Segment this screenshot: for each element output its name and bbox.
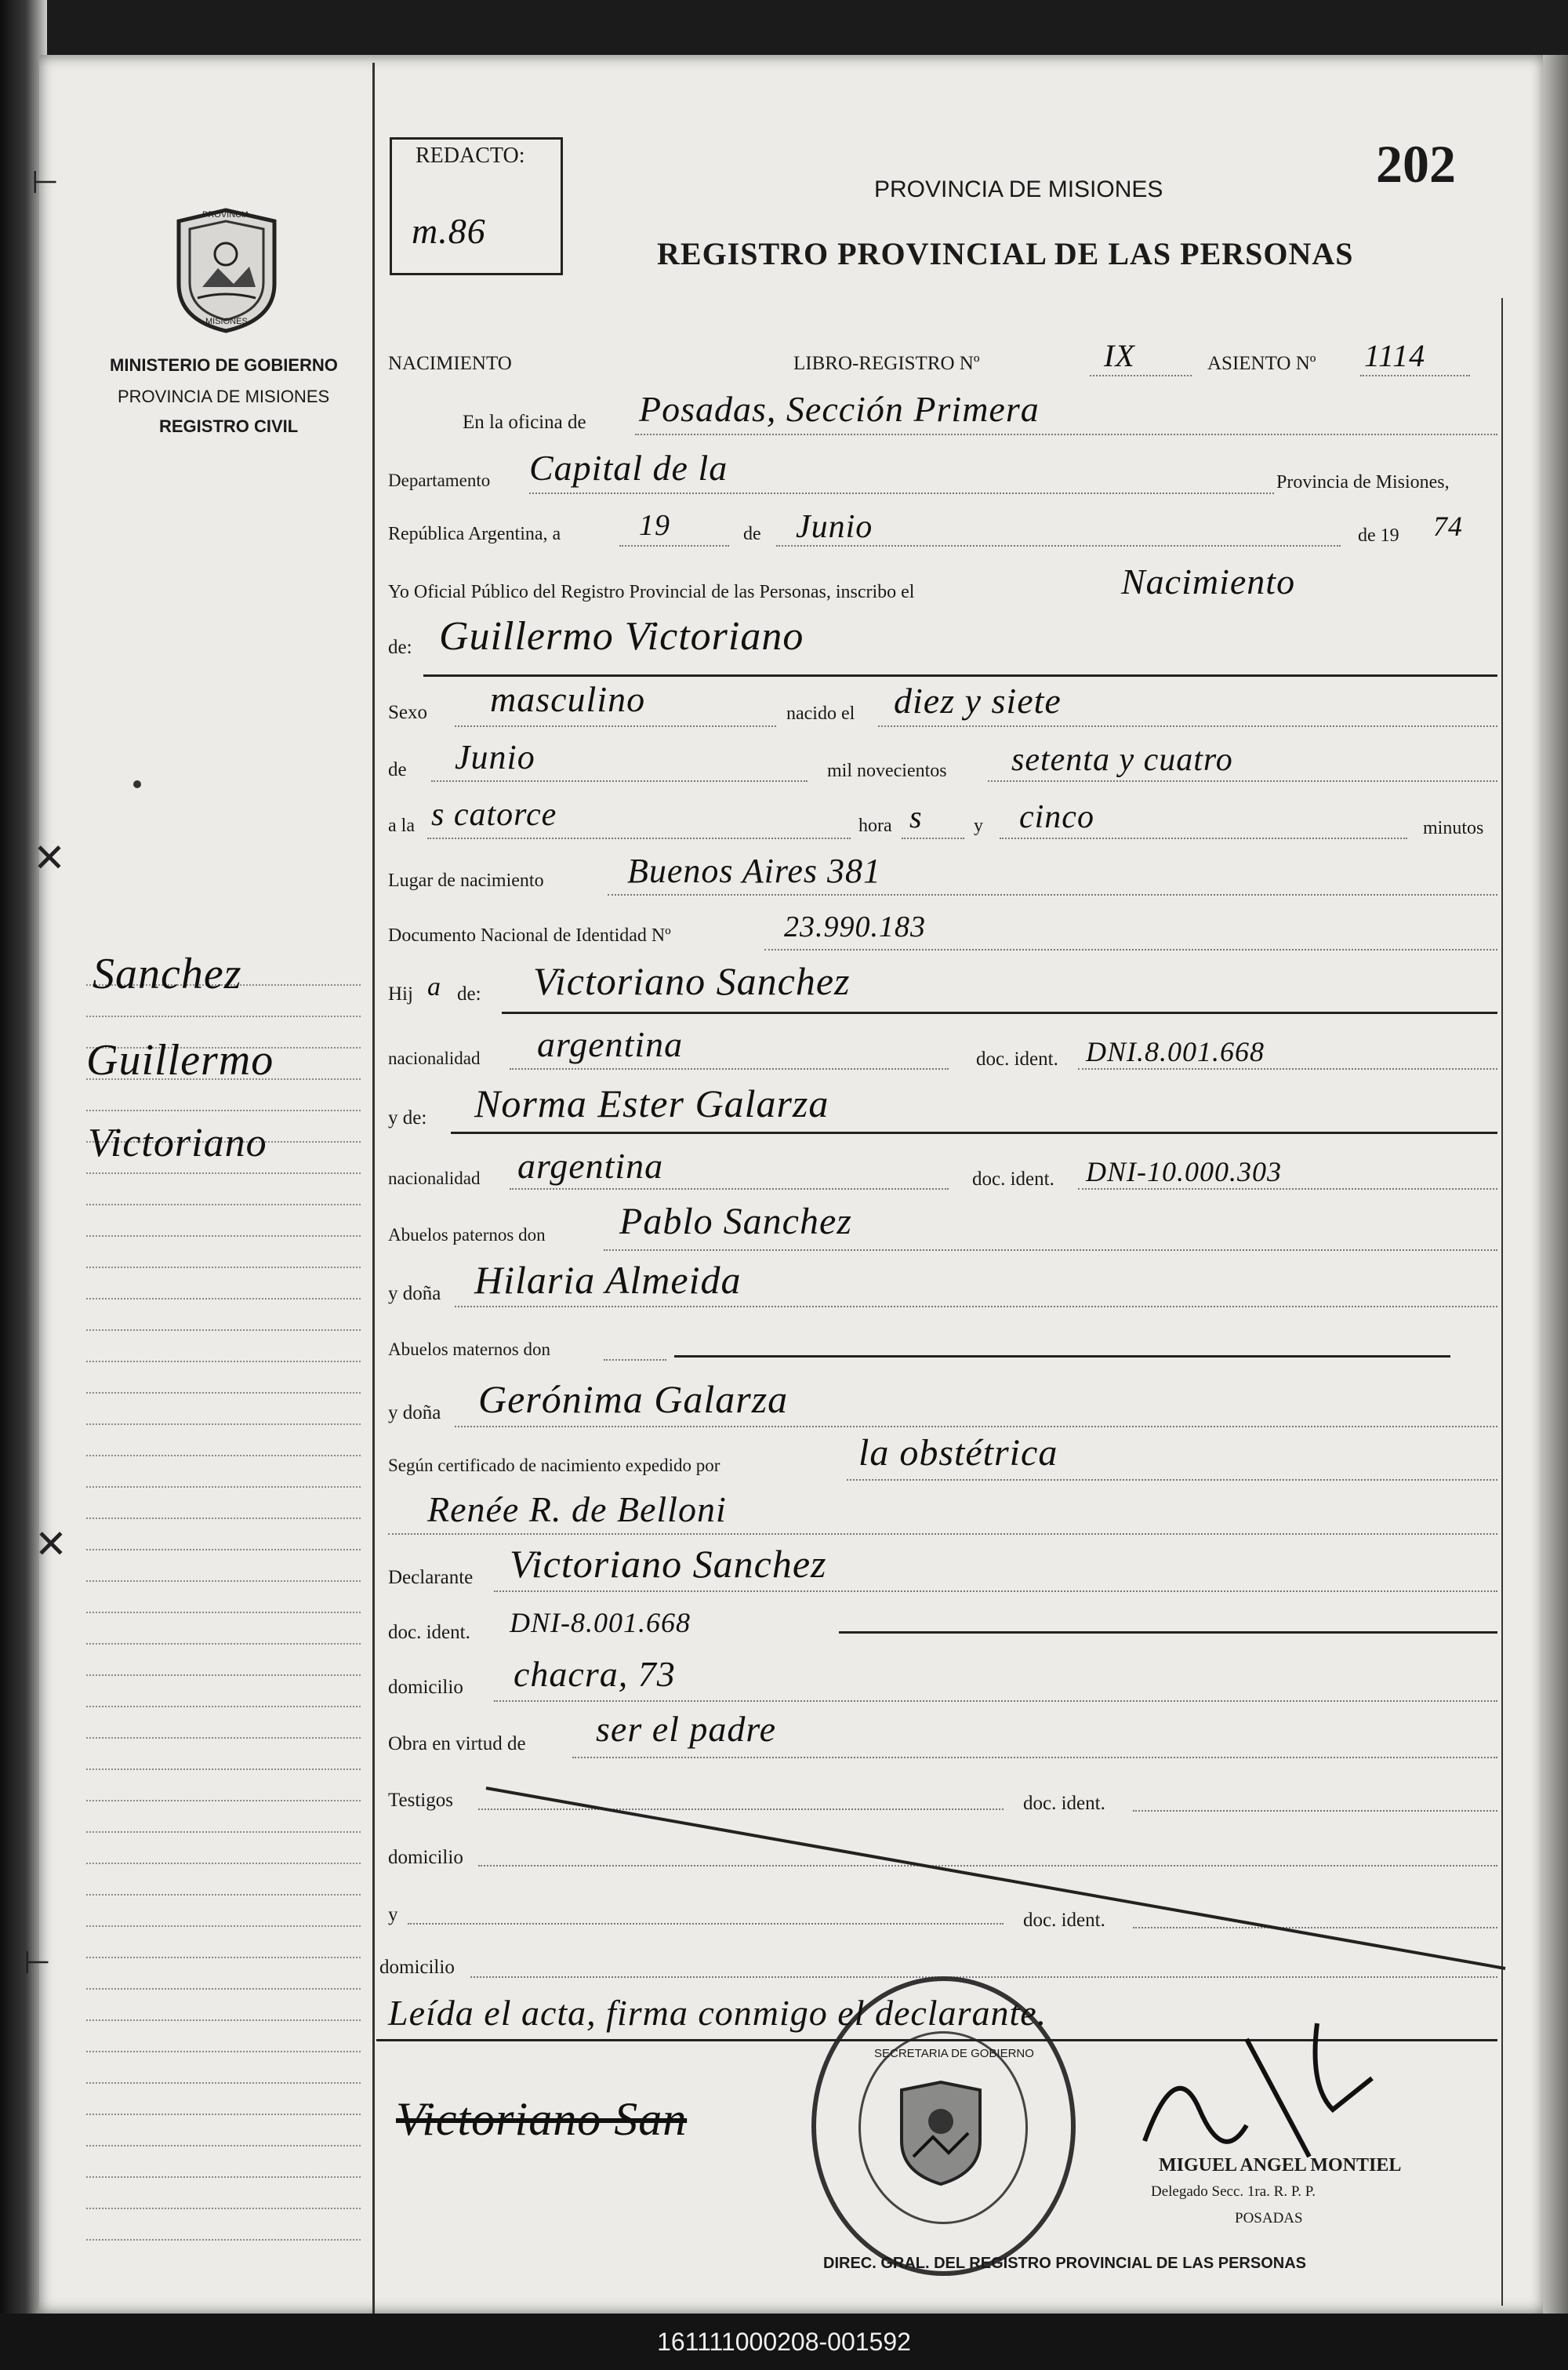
republica-label: República Argentina, a [388, 524, 561, 544]
minutos-label: minutos [1423, 818, 1484, 838]
declarante-value: Victoriano Sanchez [510, 1542, 827, 1586]
domicilio-rule [494, 1700, 1497, 1702]
margin-rule [86, 1329, 361, 1331]
nac1-value: argentina [537, 1024, 684, 1064]
yd1-value: Hilaria Almeida [474, 1258, 742, 1302]
doc4-label: doc. ident. [1023, 1910, 1105, 1931]
yd2-value: Gerónima Galarza [478, 1377, 789, 1421]
margin-rule [86, 1768, 361, 1770]
docid-label: doc. ident. [388, 1622, 470, 1643]
nac2-label: nacionalidad [388, 1169, 481, 1188]
nac2-rule [510, 1188, 949, 1190]
ap-value: Pablo Sanchez [619, 1201, 852, 1242]
provincia-label: Provincia de Misiones, [1276, 472, 1450, 493]
margin-divider [372, 63, 375, 2314]
margin-rule [86, 1863, 361, 1864]
am-label: Abuelos maternos don [388, 1339, 550, 1359]
margin-first-name: Guillermo [86, 1036, 274, 1085]
margin-rule [86, 1925, 361, 1927]
asiento-rule [1360, 375, 1470, 376]
margin-rule [86, 1392, 361, 1394]
month-rule [776, 545, 1341, 547]
mother-value: Norma Ester Galarza [474, 1081, 829, 1125]
doc3-label: doc. ident. [1023, 1793, 1105, 1814]
min-rule [1000, 838, 1407, 839]
margin-second-name: Victoriano [88, 1121, 267, 1165]
redacto-value: m.86 [412, 211, 486, 251]
birth-month-rule [431, 780, 808, 782]
nac2-value: argentina [517, 1146, 664, 1186]
margin-rule [86, 1298, 361, 1300]
margin-rule [86, 1110, 361, 1111]
hijo-suffix: a [427, 972, 441, 1001]
margin-rule [86, 1423, 361, 1425]
declarante-rule [494, 1590, 1497, 1592]
margin-rule [86, 2176, 361, 2178]
ap-label: Abuelos paternos don [388, 1225, 546, 1245]
departamento-rule [529, 493, 1274, 494]
lugar-value: Buenos Aires 381 [627, 852, 881, 890]
oficina-rule [635, 434, 1497, 435]
hijo-label: Hij [388, 983, 413, 1005]
asiento-label: ASIENTO Nº [1207, 353, 1316, 374]
margin-rule [86, 1737, 361, 1739]
doc1-rule [1078, 1068, 1497, 1070]
dni-value: 23.990.183 [784, 911, 926, 943]
provincial-coat-of-arms-icon [171, 205, 282, 334]
margin-rule [86, 1957, 361, 1958]
margin-rule [86, 1580, 361, 1582]
image-id: 161111000208-001592 [657, 2328, 911, 2356]
province-heading: PROVINCIA DE MISIONES [874, 176, 1163, 202]
dni-label: Documento Nacional de Identidad Nº [388, 925, 671, 946]
margin-rule [86, 1204, 361, 1205]
y2-label: y [388, 1904, 398, 1925]
leida-text: Leída el acta, firma conmigo el declarante. [388, 1993, 1047, 2033]
horas-suffix: s [909, 799, 923, 834]
obra-value: ser el padre [596, 1709, 777, 1749]
nacido-value: diez y siete [894, 681, 1062, 721]
doc2-rule [1078, 1188, 1497, 1190]
lugar-label: Lugar de nacimiento [388, 871, 544, 891]
day-value: 19 [639, 509, 670, 542]
official-title: Delegado Secc. 1ra. R. P. P. [1151, 2183, 1316, 2200]
seal-inner-text: SECRETARIA DE GOBIERNO [874, 2047, 1034, 2060]
binding-hole-icon: ✕ [34, 1521, 67, 1567]
margin-rule [86, 1486, 361, 1488]
ministry-line2: PROVINCIA DE MISIONES [118, 387, 330, 406]
margin-rule [86, 1235, 361, 1237]
de-label: de [743, 524, 761, 544]
segun2-rule [388, 1533, 1497, 1535]
sexo-label: Sexo [388, 702, 427, 723]
name-rule [423, 674, 1497, 677]
segun-label: Según certificado de nacimiento expedido por [388, 1456, 720, 1475]
libro-label: LIBRO-REGISTRO Nº [793, 353, 980, 374]
oficial-value: Nacimiento [1121, 562, 1296, 602]
sexo-rule [455, 725, 776, 727]
de2-label: de [388, 759, 407, 780]
official-place: POSADAS [1235, 2210, 1303, 2226]
witness-strike-line [470, 1780, 1513, 1992]
margin-rule [86, 2019, 361, 2021]
month-value: Junio [796, 509, 873, 545]
dni-rule [764, 949, 1497, 951]
margin-rule [86, 1016, 361, 1017]
libro-value: IX [1104, 338, 1135, 373]
redacto-label: REDACTO: [416, 144, 525, 168]
oficial-text: Yo Oficial Público del Registro Provincial de las Personas, inscribo el [388, 582, 915, 602]
docid-value: DNI-8.001.668 [510, 1607, 691, 1638]
yd2-rule [455, 1426, 1497, 1427]
ala-rule [427, 838, 851, 839]
ink-dot [133, 780, 141, 788]
margin-rule [86, 1267, 361, 1268]
nac1-rule [510, 1068, 949, 1070]
registry-heading: REGISTRO PROVINCIAL DE LAS PERSONAS [657, 236, 1354, 271]
nac1-label: nacionalidad [388, 1049, 481, 1068]
binding-hole-icon: ⊢ [24, 1945, 51, 1981]
hijo-de-label: de: [457, 983, 481, 1005]
declarant-signature: Victoriano San [396, 2093, 688, 2145]
libro-rule [1090, 375, 1192, 376]
margin-surname: Sanchez [93, 950, 242, 998]
am-rule-dotted [604, 1359, 666, 1361]
margin-rule [86, 1518, 361, 1519]
y-label: y [974, 816, 983, 836]
margin-rule [86, 1612, 361, 1613]
horas-rule [902, 838, 964, 839]
yd1-label: y doña [388, 1283, 441, 1304]
nacido-rule [878, 725, 1497, 727]
right-border [1501, 298, 1503, 2306]
ala-label: a la [388, 816, 415, 836]
doc1-value: DNI.8.001.668 [1086, 1036, 1265, 1067]
oficina-label: En la oficina de [463, 412, 586, 433]
binding-hole-icon: ⊢ [31, 165, 59, 201]
lugar-rule [608, 894, 1497, 896]
asiento-value: 1114 [1364, 338, 1426, 373]
seal-emblem-icon [894, 2078, 988, 2188]
docid-rule [839, 1631, 1497, 1634]
declarante-label: Declarante [388, 1567, 474, 1588]
oficina-value: Posadas, Sección Primera [639, 389, 1040, 429]
margin-rule [86, 1894, 361, 1896]
doc2-label: doc. ident. [972, 1169, 1054, 1190]
segun-rule [847, 1479, 1497, 1481]
margin-rule [86, 2051, 361, 2052]
segun-value: la obstétrica [858, 1432, 1058, 1474]
min-value: cinco [1019, 799, 1094, 835]
margin-rule [86, 1800, 361, 1801]
dom2-label: domicilio [388, 1847, 463, 1868]
emblem-bottom-text: MISIONES [205, 317, 248, 326]
am-rule-crossed [674, 1355, 1450, 1358]
margin-rule [86, 2082, 361, 2084]
record-type: NACIMIENTO [388, 353, 512, 374]
mil-label: mil novecientos [827, 761, 947, 781]
margin-rule [86, 1643, 361, 1645]
margin-rule [86, 1706, 361, 1707]
domicilio-value: chacra, 73 [514, 1654, 676, 1694]
margin-rule [86, 1831, 361, 1833]
mother-rule [451, 1132, 1497, 1134]
ala-value: s catorce [431, 797, 557, 833]
year-value: 74 [1433, 511, 1463, 542]
page-stack-edge [1543, 55, 1568, 2314]
margin-rule [86, 2114, 361, 2115]
margin-rule [86, 2239, 361, 2241]
sexo-value: masculino [490, 679, 646, 719]
departamento-label: Departamento [388, 471, 491, 490]
ministry-line3: REGISTRO CIVIL [159, 416, 299, 436]
de-name-label: de: [388, 637, 412, 658]
domicilio-label: domicilio [388, 1677, 463, 1698]
mil-value: setenta y cuatro [1011, 742, 1233, 778]
doc1-label: doc. ident. [976, 1049, 1058, 1070]
yd2-label: y doña [388, 1402, 441, 1423]
departamento-value: Capital de la [529, 448, 728, 488]
page-number: 202 [1376, 134, 1456, 194]
father-value: Victoriano Sanchez [533, 959, 851, 1003]
segun-value2: Renée R. de Belloni [427, 1489, 727, 1529]
margin-rule [86, 1455, 361, 1456]
de-name-value: Guillermo Victoriano [439, 614, 804, 659]
official-name: MIGUEL ANGEL MONTIEL [1159, 2155, 1402, 2176]
margin-rule [86, 1361, 361, 1362]
mil-rule [988, 780, 1497, 782]
nacido-label: nacido el [786, 703, 855, 724]
day-rule [619, 545, 729, 547]
ap-rule [604, 1249, 1497, 1251]
horas-label: hora [858, 816, 892, 836]
margin-rule [86, 1988, 361, 1990]
binding-hole-icon: ✕ [33, 835, 66, 881]
margin-rule [86, 1549, 361, 1550]
father-rule [502, 1012, 1497, 1014]
doc2-value: DNI-10.000.303 [1086, 1156, 1282, 1187]
emblem-top-text: PROVINCIA [202, 210, 250, 220]
seal-outer-text: DIREC. GRAL. DEL REGISTRO PROVINCIAL DE LAS PERSONAS [823, 2255, 1306, 2272]
obra-label: Obra en virtud de [388, 1733, 526, 1754]
margin-rule [86, 1674, 361, 1676]
yde-label: y de: [388, 1107, 427, 1129]
official-signature [1129, 2008, 1388, 2165]
margin-rule [86, 2145, 361, 2146]
birth-month-value: Junio [455, 738, 535, 776]
margin-rule [86, 1172, 361, 1174]
year-label: de 19 [1358, 525, 1399, 546]
dom3-label: domicilio [379, 1957, 455, 1978]
yd1-rule [455, 1306, 1497, 1307]
testigos-label: Testigos [388, 1790, 453, 1811]
ministry-line1: MINISTERIO DE GOBIERNO [110, 355, 338, 375]
obra-rule [572, 1757, 1497, 1758]
margin-rule [86, 2208, 361, 2209]
